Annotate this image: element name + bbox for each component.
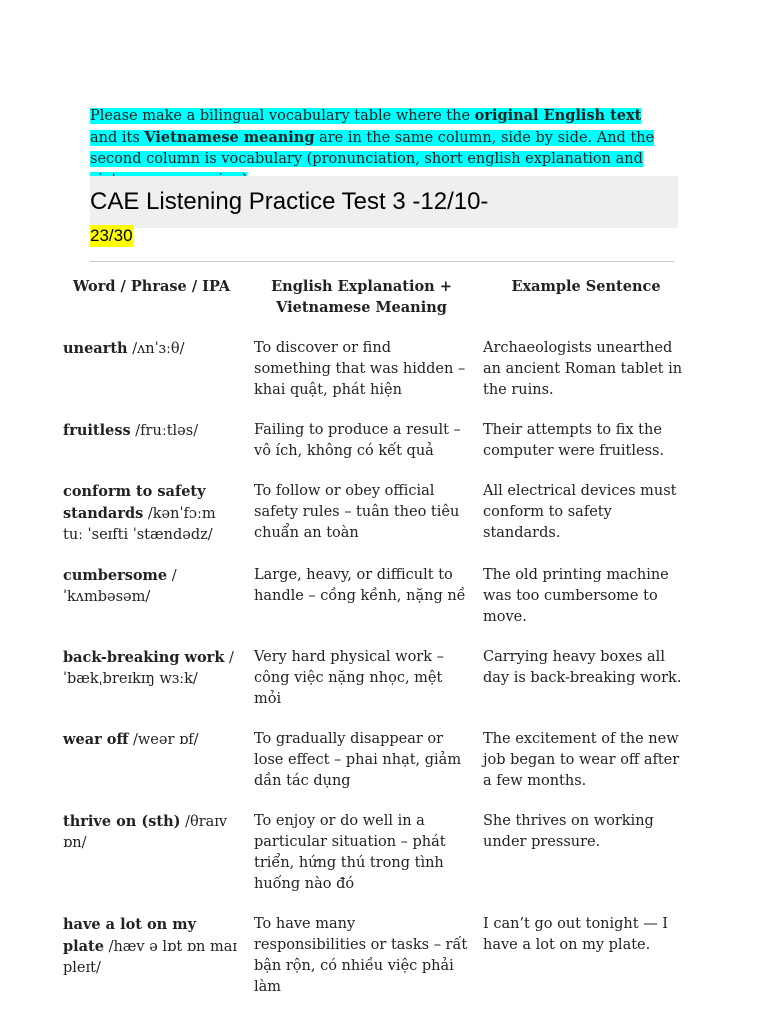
explanation-cell: To discover or find something that was hidden – khai quật, phát hiện — [254, 340, 466, 398]
example-cell: The excitement of the new job began to wear off after a few months. — [483, 731, 680, 789]
vocab-ipa: /ʌnˈɜːθ/ — [127, 341, 185, 357]
explanation-cell: To follow or obey official safety rules – tuân theo tiêu chuẩn an toàn — [254, 483, 460, 541]
instructions-text-1: Please make a bilingual vocabulary table where the — [90, 107, 475, 124]
table-row — [56, 559, 696, 641]
vocab-ipa: /kənˈfɔːm tuː ˈseɪfti ˈstændədz/ — [63, 506, 216, 543]
word-cell — [56, 641, 247, 723]
vocab-term: fruitless — [63, 422, 131, 439]
vocab-term: unearth — [63, 340, 128, 357]
vocabulary-table — [56, 272, 696, 1011]
word-cell — [56, 805, 247, 908]
explanation-cell: To gradually disappear or lose effect – phai nhạt, giảm dần tác dụng — [254, 731, 462, 789]
instructions-bold-1: original English text — [474, 106, 642, 124]
header-explanation-meaning: English Explanation + Vietnamese Meaning — [271, 278, 452, 316]
explanation-cell: To enjoy or do well in a particular situation – phát triển, hứng thú trong tình huống nào đó — [254, 813, 446, 892]
document-title: CAE Listening Practice Test 3 -12/10- — [90, 188, 489, 215]
explanation-cell: Failing to produce a result – vô ích, không có kết quả — [254, 422, 461, 459]
word-cell — [56, 559, 247, 641]
example-cell: The old printing machine was too cumbersome to move. — [483, 567, 669, 625]
vocab-ipa: /θraɪv ɒn/ — [63, 814, 228, 851]
header-word-phrase-ipa: Word / Phrase / IPA — [72, 278, 231, 295]
score-highlight: 23/30 — [90, 226, 133, 245]
example-cell: Carrying heavy boxes all day is back-breaking work. — [483, 649, 682, 686]
explanation-cell: To have many responsibilities or tasks – rất bận rộn, có nhiều việc phải làm — [254, 916, 468, 995]
table-row — [56, 332, 696, 414]
example-cell: All electrical devices must conform to safety standards. — [483, 483, 677, 541]
vocab-term: thrive on (sth) — [63, 813, 181, 830]
vocab-ipa: /fruːtləs/ — [130, 423, 199, 439]
word-cell — [56, 414, 247, 475]
title-block — [90, 176, 678, 228]
word-cell — [56, 475, 247, 559]
vocab-term: cumbersome — [63, 567, 168, 584]
instructions-text-3: are in the same column, side by side. And the second column is vocabulary (pronunciation, short english explanation and — [90, 129, 655, 167]
table-row — [56, 414, 696, 475]
vocab-term: back-breaking work — [63, 649, 225, 666]
example-cell: Archaeologists unearthed an ancient Roman tablet in the ruins. — [483, 340, 683, 398]
explanation-cell: Very hard physical work – công việc nặng nhọc, mệt mỏi — [254, 649, 444, 707]
table-row — [56, 908, 696, 1011]
vocab-ipa: /hæv ə lɒt ɒn maɪ pleɪt/ — [63, 939, 238, 976]
word-cell — [56, 908, 247, 1011]
table-row — [56, 805, 696, 908]
vocab-ipa: /ˈkʌmbəsəm/ — [63, 568, 177, 605]
table-header-row — [56, 272, 696, 332]
vocab-term: wear off — [63, 731, 129, 748]
vocab-ipa: /weər ɒf/ — [128, 732, 199, 748]
table-row — [56, 723, 696, 805]
vocab-term: have a lot on my plate — [63, 916, 197, 955]
word-cell — [56, 723, 247, 805]
instructions-text-2: and its — [90, 129, 145, 146]
instructions-bold-2: Vietnamese meaning — [144, 128, 315, 146]
table-row — [56, 475, 696, 559]
header-example-sentence: Example Sentence — [511, 278, 661, 295]
example-cell: She thrives on working under pressure. — [483, 813, 654, 850]
word-cell — [56, 332, 247, 414]
vocab-ipa: /ˈbækˌbreɪkɪŋ wɜːk/ — [63, 650, 234, 687]
explanation-cell: Large, heavy, or difficult to handle – cồng kềnh, nặng nề — [254, 567, 466, 604]
vocab-term: conform to safety standards — [63, 483, 206, 522]
example-cell: I can’t go out tonight — I have a lot on my plate. — [483, 916, 669, 953]
table-row — [56, 641, 696, 723]
example-cell: Their attempts to fix the computer were fruitless. — [483, 422, 665, 459]
horizontal-divider — [90, 261, 674, 262]
